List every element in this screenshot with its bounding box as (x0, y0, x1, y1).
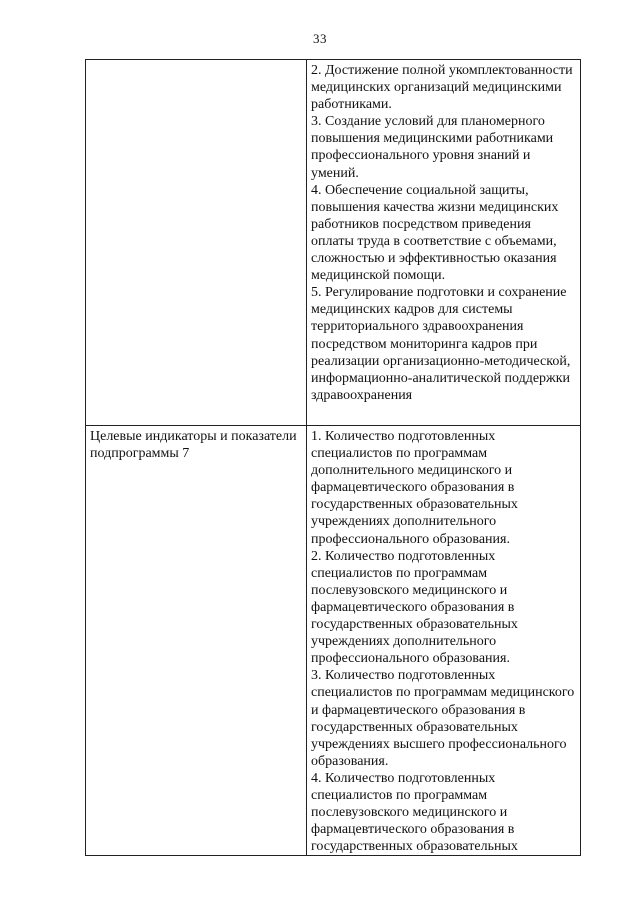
row-content-cell (307, 426, 581, 856)
row-content-cell (307, 60, 581, 426)
page-number: 33 (313, 31, 327, 46)
list-item: 2. Достижение полной укомплектованности медицинских организаций медицинскими работниками. (311, 63, 573, 113)
list-item: 4. Количество подготовленных специалистов по программам послевузовского медицинского и фармацевтического образования в государственных образовательных (311, 770, 518, 855)
row-label-cell: Целевые индикаторы и показатели подпрограммы 7 (86, 426, 307, 856)
list-item: 3. Количество подготовленных специалистов по программам медицинского и фармацевтического образования в государственных образовательных учреждениях высшего профессионального образования. (311, 668, 575, 769)
table-row (86, 60, 581, 426)
list-item: 1. Количество подготовленных специалистов по программам дополнительного медицинского и фармацевтического образования в государственных образовательных учреждениях дополнительного профессионального образования. (311, 429, 518, 547)
row-label-cell (86, 60, 307, 426)
table-row (86, 426, 581, 856)
list-item: 4. Обеспечение социальной защиты, повышения качества жизни медицинских работников посредством приведения оплаты труда в соответствие с объемами, сложностью и эффективностью оказания медицинской помощи. (311, 182, 559, 284)
list-item: 3. Создание условий для планомерного повышения медицинскими работниками профессионального уровня знаний и умений. (311, 114, 554, 181)
list-item: 5. Регулирование подготовки и сохранение медицинских кадров для системы территориального здравоохранения посредством мониторинга кадров при реализации организационно-методической, информационно-аналитической поддержки здравоохранения (311, 285, 571, 403)
program-table (85, 59, 581, 856)
list-item: 2. Количество подготовленных специалистов по программам послевузовского медицинского и фармацевтического образования в государственных образовательных учреждениях дополнительного профессионального образования. (311, 548, 518, 667)
